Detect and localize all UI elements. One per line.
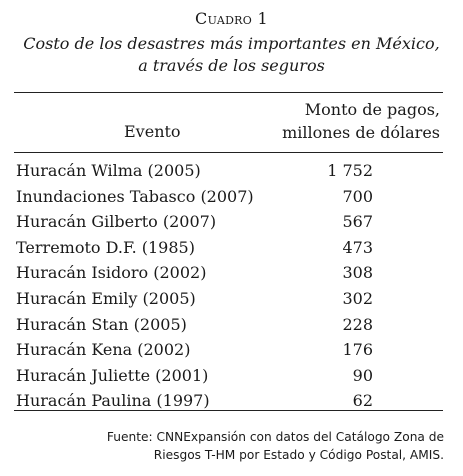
table-number-label: Cuadro 1: [195, 9, 268, 28]
bottom-rule: [14, 410, 443, 411]
table-title-line-2: a través de los seguros: [138, 56, 325, 75]
table-row: [16, 312, 442, 338]
event-cell: Huracán Isidoro (2002): [16, 263, 207, 283]
event-cell: Huracán Juliette (2001): [16, 365, 209, 385]
column-header-event: Evento: [124, 122, 181, 141]
event-cell: Huracán Kena (2002): [16, 340, 191, 360]
table-row: [16, 260, 442, 286]
table-row: [16, 337, 442, 363]
amount-cell: 302: [342, 288, 373, 308]
table-row: [16, 209, 442, 235]
event-cell: Terremoto D.F. (1985): [16, 237, 195, 257]
event-cell: Huracán Wilma (2005): [16, 161, 201, 180]
table-title-line-1: Costo de los desastres más importantes en México,: [23, 34, 440, 53]
table-title: [0, 33, 463, 77]
column-header-amount-line-1: Monto de pagos,: [304, 100, 440, 119]
table-body: [16, 158, 442, 414]
amount-cell: 308: [342, 263, 373, 283]
amount-cell: 228: [342, 314, 373, 334]
table-row: [16, 184, 442, 210]
source-note-line-1: Fuente: CNNExpansión con datos del Catálogo Zona de: [106, 430, 444, 444]
top-rule: [14, 92, 443, 93]
header-rule: [14, 152, 443, 153]
source-note: [24, 428, 444, 464]
table-row: [16, 235, 442, 261]
amount-cell: 567: [342, 212, 373, 232]
event-cell: Huracán Gilberto (2007): [16, 212, 217, 232]
table-row: [16, 286, 442, 312]
event-cell: Huracán Emily (2005): [16, 288, 196, 308]
amount-cell: 700: [342, 186, 373, 206]
column-header-amount-line-2: millones de dólares: [282, 123, 440, 142]
event-cell: Inundaciones Tabasco (2007): [16, 186, 254, 206]
source-note-line-2: Riesgos T-HM por Estado y Código Postal, AMIS.: [153, 448, 444, 462]
amount-cell: 1 752: [327, 161, 373, 180]
amount-cell: 90: [352, 365, 373, 385]
table-row: [16, 363, 442, 389]
table-row: [16, 158, 442, 184]
amount-cell: 473: [342, 237, 373, 257]
event-cell: Huracán Stan (2005): [16, 314, 187, 334]
column-header-amount: [262, 98, 440, 144]
event-cell: Huracán Paulina (1997): [16, 391, 210, 411]
amount-cell: 176: [342, 340, 373, 360]
amount-cell: 62: [352, 391, 373, 411]
